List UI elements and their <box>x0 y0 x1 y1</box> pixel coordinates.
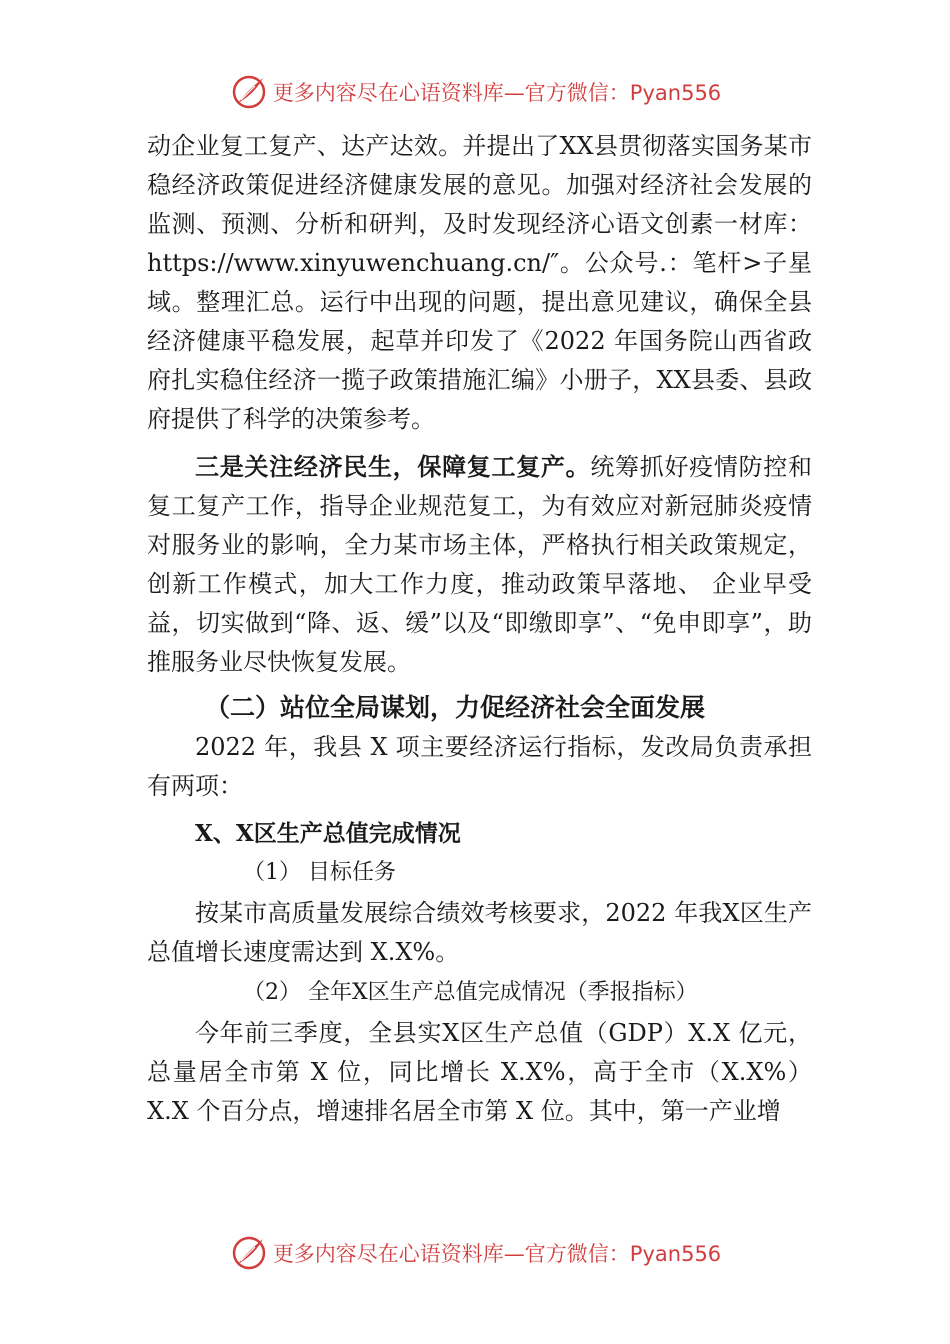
section-heading: （二）站位全局谋划，力促经济社会全面发展 <box>205 693 706 722</box>
paragraph-continuation: 动企业复工复产、达产达效。并提出了XX县贯彻落实国务某市稳经济政策促进经济健康发展的意见。加强对经济社会发展的监测、预测、分析和研判，及时发现经济心语文创素一材库：https://www.xinyuwenchuang.cn/″。公众号.：笔杆>子星域。整理汇总。运行中出现的问题，提出意见建议，确保全县经济健康平稳发展，起草并印发了《2022 年国务院山西省政府扎实稳住经济一揽子政策措施汇编》小册子，XX县委、县政府提供了科学的决策参考。 <box>147 132 812 433</box>
footer-watermark-banner <box>0 1233 950 1273</box>
paragraph-gdp: 今年前三季度，全县实X区生产总值（GDP）X.X 亿元，总量居全市第 X 位，同比增长 X.X%，高于全市（X.X%）X.X 个百分点，增速排名居全市第 X 位。其中，第一产业增 <box>147 1019 812 1125</box>
subsection-heading: X、X区生产总值完成情况 <box>195 820 461 847</box>
paragraph-body: 统筹抓好疫情防控和复工复产工作，指导企业规范复工，为有效应对新冠肺炎疫情对服务业的影响，全力某市场主体，严格执行相关政策规定，创新工作模式，加大工作力度，推动政策早落地、 企业早受益，切实做到“降、返、缓”以及“即缴即享”、“免申即享”，助推服务业尽快恢复发展。 <box>147 453 813 676</box>
paragraph-target: 按某市高质量发展综合绩效考核要求，2022 年我X区生产总值增长速度需达到 X.X%。 <box>147 899 812 966</box>
feather-logo-icon <box>229 72 269 112</box>
item-target-task: （1） 目标任务 <box>243 860 396 885</box>
header-watermark-banner <box>0 72 950 112</box>
banner-text: 更多内容尽在心语资料库—官方微信：Pyan556 <box>272 1242 722 1266</box>
paragraph-indicators: 2022 年，我县 X 项主要经济运行指标，发改局负责承担有两项： <box>147 733 812 800</box>
feather-logo-icon <box>229 1233 269 1273</box>
paragraph-livelihood <box>147 447 812 682</box>
paragraph-lead: 三是关注经济民生，保障复工复产。 <box>195 452 591 481</box>
document-body <box>147 127 812 1131</box>
banner-text: 更多内容尽在心语资料库—官方微信：Pyan556 <box>272 81 722 105</box>
item-completion: （2） 全年X区生产总值完成情况（季报指标） <box>243 980 698 1005</box>
